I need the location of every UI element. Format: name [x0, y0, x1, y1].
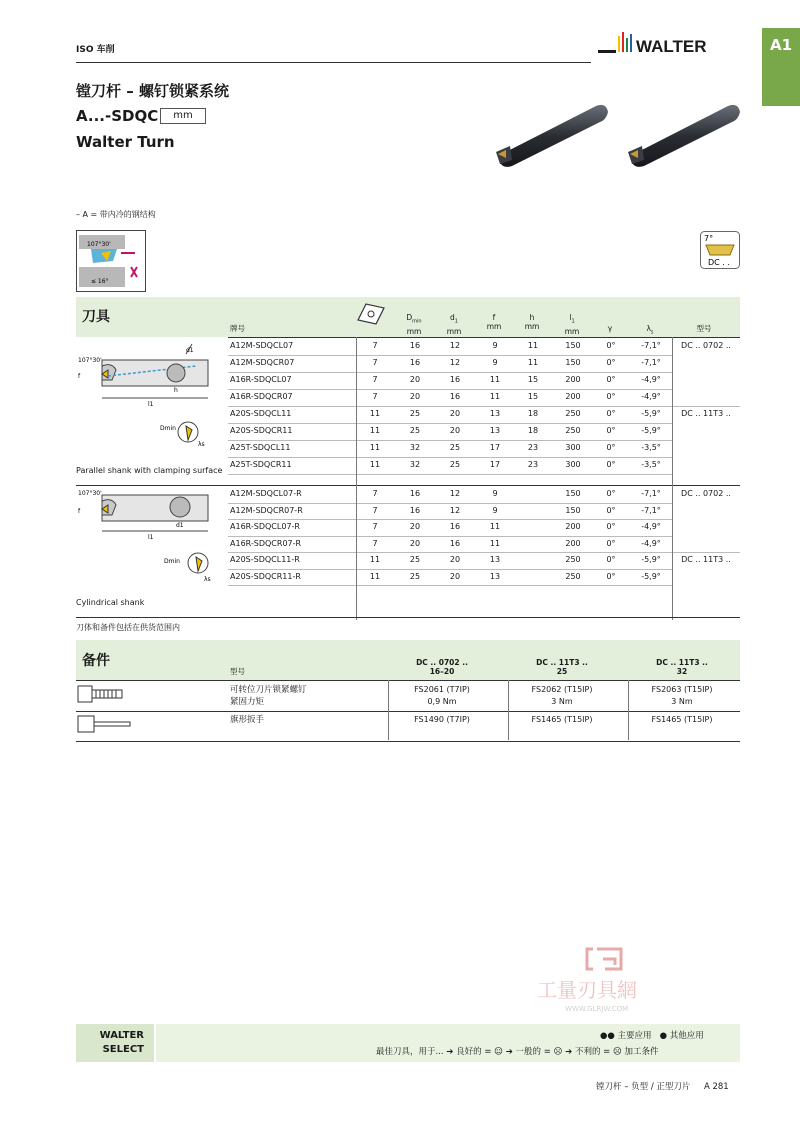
parts-header-rule	[76, 680, 740, 681]
svg-text:d1: d1	[186, 347, 194, 354]
page-title: 镗刀杆 – 螺钉锁紧系统	[76, 82, 229, 100]
tool-cell: 300	[565, 443, 581, 452]
tool-cell: 23	[527, 460, 539, 469]
insert-geometry-icon	[356, 302, 386, 326]
tool-cell: 20	[449, 409, 461, 418]
tool-cell: -5,9°	[641, 426, 661, 435]
product-code: A...-SDQC	[76, 107, 159, 125]
tool-designation: A12M-SDQCL07	[230, 341, 294, 350]
tool-cell: 7	[372, 505, 378, 515]
tool-cell: 13	[489, 555, 501, 564]
tool-cell: 11	[369, 443, 381, 452]
tool-cell: 11	[369, 426, 381, 435]
parts-header-bar	[76, 640, 740, 680]
tool-cell: 16	[409, 505, 421, 515]
parts-column-divider	[388, 680, 389, 740]
insert-type: DC .. 0702 ..	[681, 489, 731, 498]
tool-cell: 15	[527, 375, 539, 384]
tool-cell: -4,9°	[641, 392, 661, 401]
tool-designation: A12M-SDQCR07-R	[230, 505, 303, 515]
application-diagram	[76, 230, 146, 292]
tool-cell: 12	[449, 489, 461, 498]
tool-cell: 12	[449, 505, 461, 515]
tool-cell: 0°	[606, 505, 616, 515]
row-divider	[228, 585, 672, 586]
col-lambda: $\lambda_s$	[646, 324, 654, 336]
tool-designation: A20S-SDQCR11-R	[230, 571, 301, 581]
wrench-icon	[76, 714, 132, 734]
header-rule	[76, 62, 591, 63]
tool-cell: 9	[492, 489, 498, 498]
tool-cell: -7,1°	[641, 341, 661, 350]
parts-title: 备件	[82, 653, 110, 669]
col-l1: $l_1$ mm	[564, 313, 580, 336]
watermark-url: WWW.GLRJW.COM	[565, 1005, 629, 1013]
tool-designation: A16R-SDQCL07	[230, 375, 292, 384]
tool-cell: 16	[449, 392, 461, 401]
dc-label: DC . .	[708, 258, 730, 267]
svg-text:λs: λs	[204, 576, 211, 583]
tool-designation: A12M-SDQCL07-R	[230, 489, 302, 498]
tool-cell: 11	[489, 392, 501, 401]
tool-cell: 23	[527, 443, 539, 452]
walter-logo	[598, 30, 740, 58]
tool-cell: 200	[565, 375, 581, 384]
tool-cell: 0°	[606, 443, 616, 452]
group2-angle: 107°30'	[78, 490, 102, 497]
tool-designation: A25T-SDQCR11	[230, 460, 292, 469]
tool-cell: 7	[372, 358, 378, 367]
tools-title: 刀具	[82, 309, 110, 325]
tool-cell: 11	[369, 409, 381, 418]
chapter-tab[interactable]: A1	[762, 28, 800, 106]
type-divider	[672, 552, 740, 553]
tool-cell: 20	[449, 426, 461, 435]
tool-cell: 250	[565, 571, 581, 581]
column-divider	[672, 337, 673, 485]
part-value: FS1465 (T15IP)	[531, 715, 593, 724]
tool-cell: 0°	[606, 358, 616, 367]
column-divider	[672, 485, 673, 620]
tool-cell: 11	[527, 358, 539, 367]
tool-cell: 150	[565, 341, 581, 350]
parts-column-header: DC .. 11T3 .. 25	[536, 658, 588, 676]
cylindrical-shank-drawing	[76, 487, 221, 587]
tool-cell: 11	[527, 341, 539, 350]
part-value: FS2061 (T7IP) 0,9 Nm	[414, 685, 470, 706]
tool-cell: 16	[449, 538, 461, 548]
part-value: FS2062 (T15IP) 3 Nm	[531, 685, 593, 706]
insert-shape-icon	[700, 231, 740, 269]
tool-cell: 20	[449, 571, 461, 581]
col-d1: $d_1$ mm	[446, 313, 462, 336]
tool-cell: 16	[409, 489, 421, 498]
footer: 镗刀杆 – 负型 / 正型刀片 A 281	[596, 1082, 729, 1092]
svg-text:l1: l1	[148, 401, 154, 408]
svg-text:Dmin: Dmin	[164, 558, 180, 565]
col-f: f mm	[486, 313, 502, 331]
watermark-text: 工量刃具網	[537, 978, 637, 1002]
col-designation: 牌号	[230, 324, 245, 333]
tool-cell: 0°	[606, 392, 616, 401]
tool-cell: 12	[449, 358, 461, 367]
tool-cell: 11	[369, 571, 381, 581]
insert-type: DC .. 11T3 ..	[681, 555, 731, 564]
parallel-shank-drawing	[76, 340, 221, 458]
tool-cell: 11	[489, 522, 501, 531]
col-h: h mm	[524, 313, 540, 331]
tool-cell: 20	[409, 392, 421, 401]
tool-cell: 0°	[606, 341, 616, 350]
tool-designation: A20S-SDQCL11	[230, 409, 292, 418]
tool-cell: 17	[489, 443, 501, 452]
tool-cell: -4,9°	[641, 522, 661, 531]
legend-conditions: 最佳刀具，用于... ➔ 良好的 = ☺ ➔ 一般的 = ☹ ➔ 不利的 = ☹ 加工条件	[376, 1047, 659, 1057]
tools-bottom-rule	[76, 617, 740, 618]
tool-cell: -3,5°	[641, 460, 661, 469]
tool-cell: 32	[409, 443, 421, 452]
tool-cell: 18	[527, 409, 539, 418]
tool-cell: -5,9°	[641, 555, 661, 564]
unit-badge: mm	[160, 108, 206, 124]
tool-cell: 25	[409, 409, 421, 418]
tool-cell: 11	[489, 538, 501, 548]
tool-cell: 0°	[606, 426, 616, 435]
tool-cell: 13	[489, 426, 501, 435]
brand-title: Walter Turn	[76, 133, 175, 151]
tool-cell: 0°	[606, 489, 616, 498]
tool-cell: 25	[449, 443, 461, 452]
tool-cell: 32	[409, 460, 421, 469]
logo-text: WALTER	[636, 37, 707, 56]
diagram-angle: 107°30'	[87, 241, 111, 248]
tool-cell: 200	[565, 522, 581, 531]
insert-type: DC .. 11T3 ..	[681, 409, 731, 418]
parts-column-divider	[508, 680, 509, 740]
part-value: FS1490 (T7IP)	[414, 715, 470, 724]
tool-cell: 11	[489, 375, 501, 384]
tool-cell: -3,5°	[641, 443, 661, 452]
group1-angle: 107°30'	[78, 357, 102, 364]
tool-cell: 9	[492, 358, 498, 367]
col-dmin: $D_{min}$ mm	[406, 313, 422, 336]
screw-icon	[76, 684, 126, 704]
svg-text:d1: d1	[176, 522, 184, 529]
tool-cell: 7	[372, 375, 378, 384]
tool-cell: -5,9°	[641, 409, 661, 418]
tool-cell: 25	[409, 555, 421, 564]
boring-bar-photo-2	[620, 100, 746, 172]
col-type: 型号	[696, 324, 712, 333]
tool-cell: 16	[409, 358, 421, 367]
tool-cell: -5,9°	[641, 571, 661, 581]
tool-cell: 7	[372, 489, 378, 498]
part-value: FS2063 (T15IP) 3 Nm	[651, 685, 713, 706]
tool-cell: 16	[409, 341, 421, 350]
tool-cell: 7	[372, 538, 378, 548]
tool-designation: A16R-SDQCL07-R	[230, 522, 300, 531]
tool-cell: 11	[369, 555, 381, 564]
walter-select-badge: WALTER SELECT	[76, 1024, 154, 1062]
tool-designation: A16R-SDQCR07	[230, 392, 293, 401]
tool-cell: 15	[527, 392, 539, 401]
tool-cell: 20	[409, 375, 421, 384]
tool-cell: 20	[449, 555, 461, 564]
svg-text:h: h	[174, 387, 178, 394]
svg-text:λs: λs	[198, 441, 205, 448]
tool-cell: 17	[489, 460, 501, 469]
tool-cell: 0°	[606, 409, 616, 418]
tool-cell: 200	[565, 392, 581, 401]
tool-cell: -7,1°	[641, 505, 661, 515]
dc-angle: 7°	[704, 234, 714, 243]
tool-cell: 300	[565, 460, 581, 469]
tool-cell: 0°	[606, 571, 616, 581]
tool-cell: 0°	[606, 538, 616, 548]
tool-cell: 18	[527, 426, 539, 435]
tool-cell: 25	[409, 426, 421, 435]
tool-cell: 7	[372, 392, 378, 401]
part-name: 旗形扳手	[230, 715, 265, 725]
parts-type-label: 型号	[230, 667, 245, 676]
tool-cell: 13	[489, 409, 501, 418]
svg-text:l1: l1	[148, 534, 154, 541]
tool-cell: 7	[372, 522, 378, 531]
tool-cell: 9	[492, 341, 498, 350]
insert-type: DC .. 0702 ..	[681, 341, 731, 350]
svg-text:f: f	[78, 508, 81, 515]
column-divider	[356, 485, 357, 620]
tool-designation: A16R-SDQCR07-R	[230, 538, 302, 548]
col-gamma: γ	[607, 324, 613, 333]
svg-text:Dmin: Dmin	[160, 425, 176, 432]
coolant-note: – A = 带内冷的钢结构	[76, 210, 156, 219]
tool-cell: 250	[565, 555, 581, 564]
tool-cell: 200	[565, 538, 581, 548]
group2-caption: Cylindrical shank	[76, 598, 145, 607]
tool-cell: -7,1°	[641, 358, 661, 367]
watermark-logo	[535, 945, 675, 1015]
group1-caption: Parallel shank with clamping surface	[76, 466, 223, 475]
tool-cell: 0°	[606, 375, 616, 384]
tool-cell: 25	[449, 460, 461, 469]
tool-cell: 20	[409, 538, 421, 548]
part-row-divider	[76, 711, 740, 712]
section-label: ISO 车削	[76, 45, 115, 55]
tool-cell: 0°	[606, 460, 616, 469]
tool-cell: 25	[409, 571, 421, 581]
tool-cell: -7,1°	[641, 489, 661, 498]
tool-cell: 250	[565, 426, 581, 435]
scope-note: 刀体和备件包括在供货范围内	[76, 623, 180, 632]
tool-designation: A12M-SDQCR07	[230, 358, 295, 367]
parts-column-header: DC .. 0702 .. 16–20	[416, 658, 468, 676]
tool-cell: 11	[369, 460, 381, 469]
tool-cell: 9	[492, 505, 498, 515]
legend-applications: ●● 主要应用 ● 其他应用	[600, 1031, 704, 1041]
tool-designation: A25T-SDQCL11	[230, 443, 291, 452]
tool-cell: 250	[565, 409, 581, 418]
type-divider	[672, 406, 740, 407]
tool-designation: A20S-SDQCR11	[230, 426, 293, 435]
tool-cell: 0°	[606, 522, 616, 531]
tool-cell: 7	[372, 341, 378, 350]
tool-cell: 16	[449, 375, 461, 384]
tool-cell: -4,9°	[641, 375, 661, 384]
row-divider	[228, 474, 672, 475]
tool-cell: 150	[565, 505, 581, 515]
boring-bar-photo	[488, 100, 614, 172]
tool-cell: 16	[449, 522, 461, 531]
tool-designation: A20S-SDQCL11-R	[230, 555, 300, 564]
part-name: 可转位刀片锁紧螺钉 紧固力矩	[230, 685, 307, 707]
page-number: A 281	[703, 1082, 729, 1092]
part-value: FS1465 (T15IP)	[651, 715, 713, 724]
column-divider	[356, 337, 357, 485]
tool-cell: 150	[565, 358, 581, 367]
tool-cell: 20	[409, 522, 421, 531]
tool-cell: 150	[565, 489, 581, 498]
svg-text:f: f	[78, 373, 81, 380]
tool-cell: -4,9°	[641, 538, 661, 548]
part-row-divider	[76, 741, 740, 742]
tool-cell: 12	[449, 341, 461, 350]
diagram-lambda: ≤ 16°	[91, 278, 109, 285]
tool-cell: 0°	[606, 555, 616, 564]
tool-cell: 13	[489, 571, 501, 581]
parts-column-divider	[628, 680, 629, 740]
parts-column-header: DC .. 11T3 .. 32	[656, 658, 708, 676]
